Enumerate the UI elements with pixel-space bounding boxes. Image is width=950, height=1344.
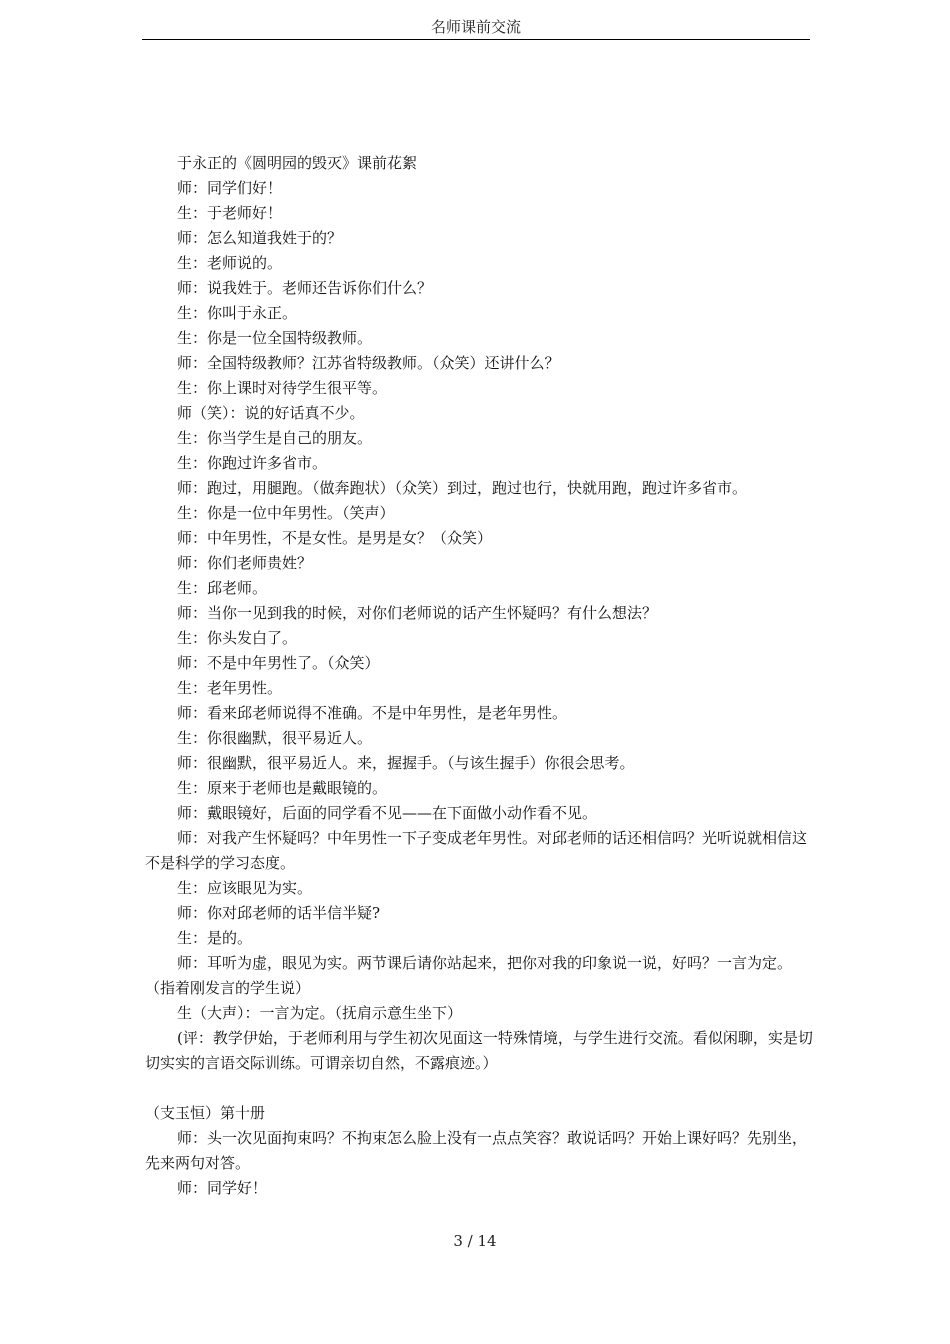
dialogue-line: 生：你很幽默，很平易近人。 [177, 729, 373, 747]
section-yu-yongzheng [145, 151, 813, 1076]
dialogue-line: 师：很幽默，很平易近人。来，握握手。（与该生握手）你很会思考。 [177, 754, 635, 772]
dialogue-line: 师：同学好！ [177, 1179, 268, 1197]
dialogue-line: 生：原来于老师也是戴眼镜的。 [177, 779, 388, 797]
dialogue-line: 生：于老师好！ [177, 204, 283, 222]
dialogue-line: 生：是的。 [177, 929, 253, 947]
dialogue-line: 师：你对邱老师的话半信半疑? [177, 904, 381, 922]
dialogue-line: 师：全国特级教师？江苏省特级教师。（众笑）还讲什么？ [177, 354, 560, 372]
dialogue-line: 生：老师说的。 [177, 254, 283, 272]
dialogue-line: 于永正的《圆明园的毁灭》课前花絮 [177, 154, 418, 172]
dialogue-line: 师：你们老师贵姓？ [177, 554, 313, 572]
dialogue-line: 生：老年男性。 [177, 679, 283, 697]
dialogue-line: 生（大声）：一言为定。（抚肩示意生坐下） [177, 1004, 463, 1022]
dialogue-line: 师：对我产生怀疑吗？中年男性一下子变成老年男性。对邱老师的话还相信吗？光听说就相信这不是科学的学习态度。 [145, 829, 808, 872]
dialogue-line: 生：你跑过许多省市。 [177, 454, 328, 472]
page-number: 3 / 14 [453, 1232, 497, 1250]
section-gap [145, 1076, 813, 1101]
header-divider [142, 39, 810, 40]
page-header-title: 名师课前交流 [430, 18, 521, 36]
dialogue-line: 生：你叫于永正。 [177, 304, 298, 322]
section-heading: （支玉恒）第十册 [145, 1104, 266, 1122]
dialogue-line: 生：你当学生是自己的朋友。 [177, 429, 373, 447]
dialogue-line: 师：同学们好！ [177, 179, 283, 197]
dialogue-line: 师：跑过，用腿跑。（做奔跑状）（众笑）到过，跑过也行，快就用跑，跑过许多省市。 [177, 479, 748, 497]
dialogue-line: 生：你是一位全国特级教师。 [177, 329, 373, 347]
dialogue-line: 师：不是中年男性了。（众笑） [177, 654, 380, 672]
dialogue-line: 生：邱老师。 [177, 579, 268, 597]
dialogue-line: 师：耳听为虚，眼见为实。两节课后请你站起来，把你对我的印象说一说，好吗？一言为定。（指着刚发言的学生说） [145, 954, 793, 997]
dialogue-line: 师：戴眼镜好，后面的同学看不见——在下面做小动作看不见。 [177, 804, 598, 822]
dialogue-line: 师：中年男性，不是女性。是男是女？（众笑） [177, 529, 493, 547]
dialogue-line: 生：应该眼见为实。 [177, 879, 313, 897]
dialogue-line: 师：当你一见到我的时候，对你们老师说的话产生怀疑吗？有什么想法？ [177, 604, 658, 622]
document-body [145, 151, 813, 1201]
dialogue-line: 生：你上课时对待学生很平等。 [177, 379, 388, 397]
dialogue-line: 师：怎么知道我姓于的？ [177, 229, 343, 247]
dialogue-line: 师（笑）：说的好话真不少。 [177, 404, 365, 422]
section-zhi-yuheng [145, 1101, 813, 1201]
dialogue-line: 师：说我姓于。老师还告诉你们什么？ [177, 279, 433, 297]
dialogue-line: 师：看来邱老师说得不准确。不是中年男性，是老年男性。 [177, 704, 568, 722]
dialogue-line: 师：头一次见面拘束吗？不拘束怎么脸上没有一点点笑容？敢说话吗？开始上课好吗？先别坐，先来两句对答。 [145, 1129, 808, 1172]
dialogue-line: 生：你头发白了。 [177, 629, 298, 647]
dialogue-line: (评：教学伊始，于老师利用与学生初次见面这一特殊情境，与学生进行交流。看似闲聊，实是切切实实的言语交际训练。可谓亲切自然，不露痕迹。） [145, 1029, 813, 1072]
dialogue-line: 生：你是一位中年男性。（笑声） [177, 504, 395, 522]
